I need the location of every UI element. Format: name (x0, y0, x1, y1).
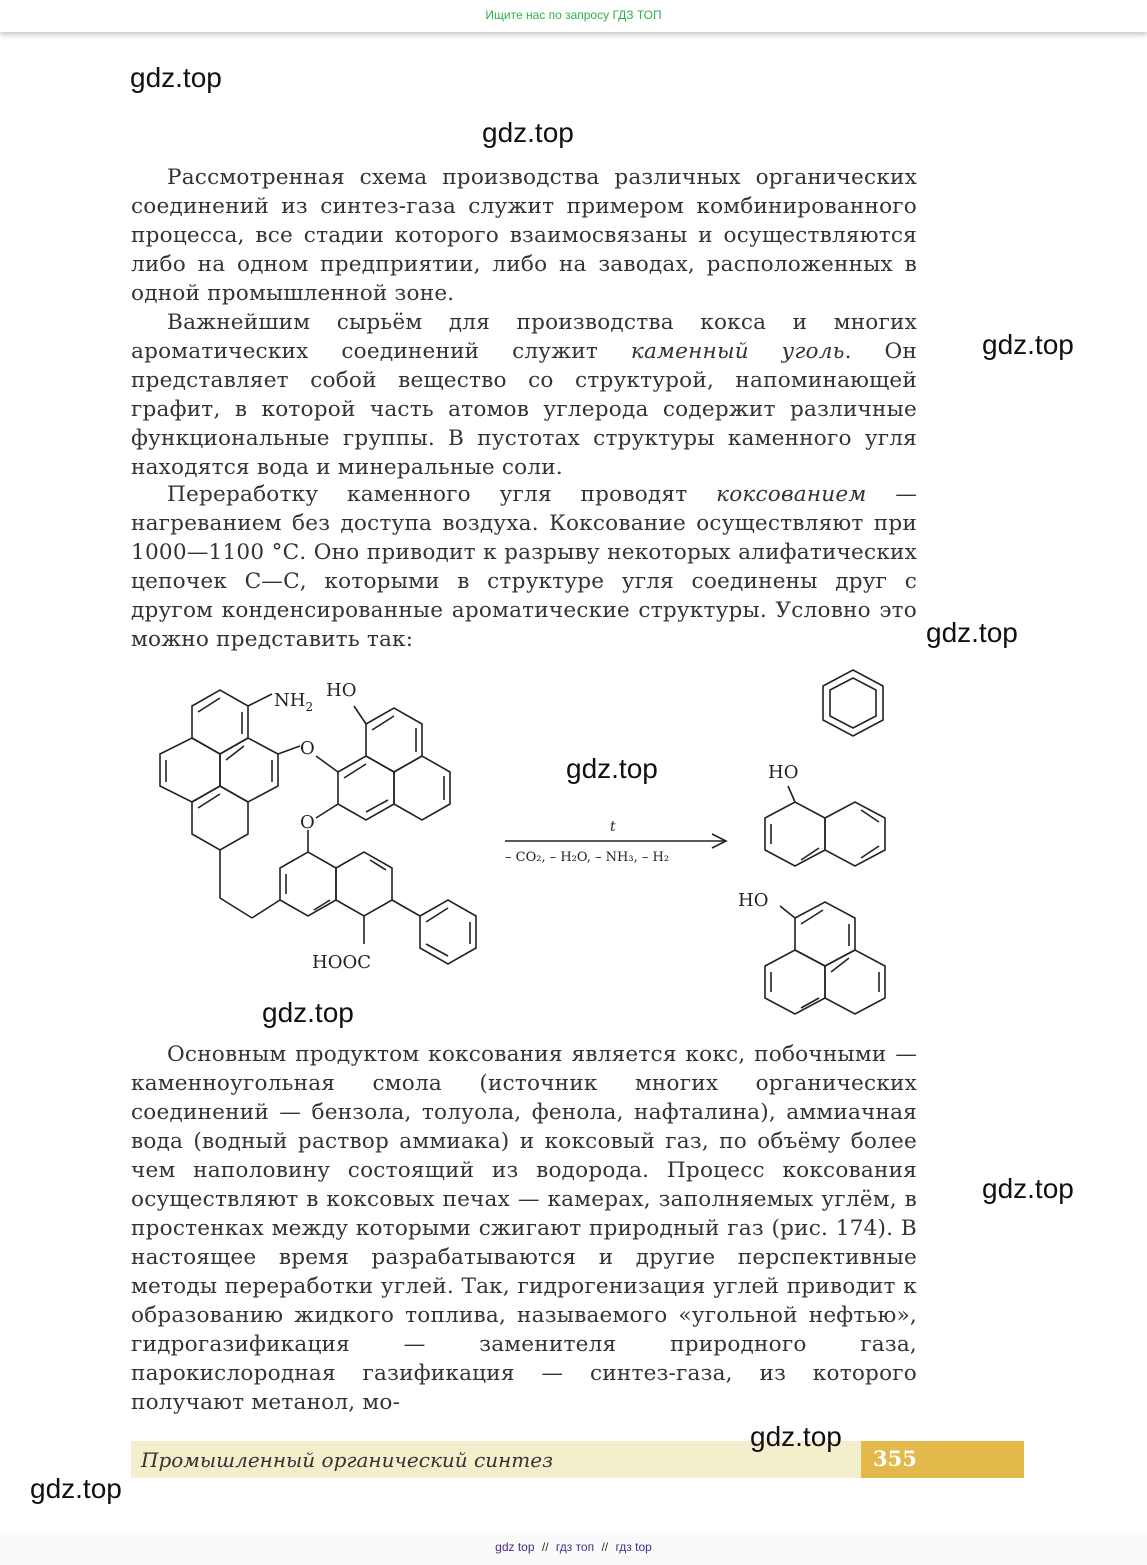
bottom-link[interactable]: гдз top (615, 1540, 652, 1554)
nh2-label: $NH_2$ (274, 690, 314, 714)
text: — нагреванием без доступа воздуха. Коксование осуществляют при 1000—1100 °С. Оно приводит к разрыву некоторых алифатических цепочек С—С, которыми в структуре угля соединены друг с другом конденсированные ароматические структуры. Условно это можно представить так: (131, 482, 917, 652)
ho-label: HO (738, 890, 769, 911)
product-phenalenol (765, 902, 885, 1014)
page-number-box (861, 1441, 1024, 1478)
term-coal: каменный уголь (630, 339, 845, 364)
watermark: gdz.top (262, 997, 354, 1028)
arrow-condition-temperature: t (610, 819, 616, 835)
separator: // (601, 1540, 609, 1554)
text: Важнейшим сырьём для производства кокса и многих ароматических соединений служит (131, 310, 917, 364)
coal-structure (160, 690, 476, 964)
watermark: gdz.top (130, 62, 222, 93)
ho-label: HO (326, 680, 357, 701)
oxygen-label: O (300, 738, 315, 759)
product-naphthol (765, 786, 885, 866)
paragraph-coking-products: Основным продуктом коксования является кокс, побочными — каменноугольная смола (источник многих органических соединений — бензола, толуола, фенола, нафталина), аммиачная вода (водный раствор аммиака) и коксовый газ, по объёму более чем наполовину состоящий из водорода. Процесс коксования осуществляют в коксовых печах — камерах, заполняемых углём, в простенках между которыми сжигают природный газ (рис. 174). В настоящее время разрабатываются и другие перспективные методы переработки углей. Так, гидрогенизация углей приводит к образованию жидкого топлива, называемого «угольной нефтью», гидрогазификация — заменителя природного газа, парокислородная газификация — синтез-газа, из которого получают метанол, мо- (131, 1042, 917, 1415)
watermark: gdz.top (750, 1421, 842, 1452)
top-banner-link[interactable]: Ищите нас по запросу ГДЗ ТОП (485, 8, 662, 22)
bottom-links (495, 1540, 652, 1554)
arrow-condition-byproducts: – CO₂, – H₂O, – NH₃, – H₂ (505, 850, 670, 865)
bottom-links-bar (0, 1532, 1147, 1565)
watermark: gdz.top (982, 329, 1074, 360)
text: . Он представляет собой вещество со структурой, напоминающей графит, в которой часть атомов углерода содержит различные функциональные группы. В пустотах структуры каменного угля находятся вода и минеральные соли. (131, 339, 917, 480)
paragraph-coal (131, 308, 917, 482)
chapter-title: Промышленный органический синтез (141, 1448, 553, 1472)
oxygen-label: O (300, 812, 315, 833)
bottom-link[interactable]: гдз топ (555, 1540, 595, 1554)
top-banner (0, 0, 1147, 32)
watermark: gdz.top (30, 1473, 122, 1504)
reaction-arrow (505, 834, 726, 848)
ho-label: HO (768, 762, 799, 783)
bottom-link[interactable]: gdz top (495, 1540, 535, 1554)
term-coking: коксованием (716, 482, 867, 507)
coking-reaction-scheme (140, 668, 940, 1038)
hooc-label: HOOC (312, 952, 371, 973)
watermark: gdz.top (566, 753, 658, 784)
page-number: 355 (873, 1446, 917, 1471)
separator: // (541, 1540, 549, 1554)
paragraph-synthesis-scheme: Рассмотренная схема производства различных органических соединений из синтез-газа служит примером комбинированного процесса, все стадии которого взаимосвязаны и осуществляются либо на одном предприятии, либо на заводах, расположенных в одной промышленной зоне. (131, 165, 917, 306)
paragraph-coking (131, 480, 917, 654)
product-benzene (823, 670, 883, 736)
watermark: gdz.top (982, 1173, 1074, 1204)
watermark: gdz.top (926, 617, 1018, 648)
watermark: gdz.top (482, 117, 574, 148)
text: Переработку каменного угля проводят (167, 482, 717, 507)
